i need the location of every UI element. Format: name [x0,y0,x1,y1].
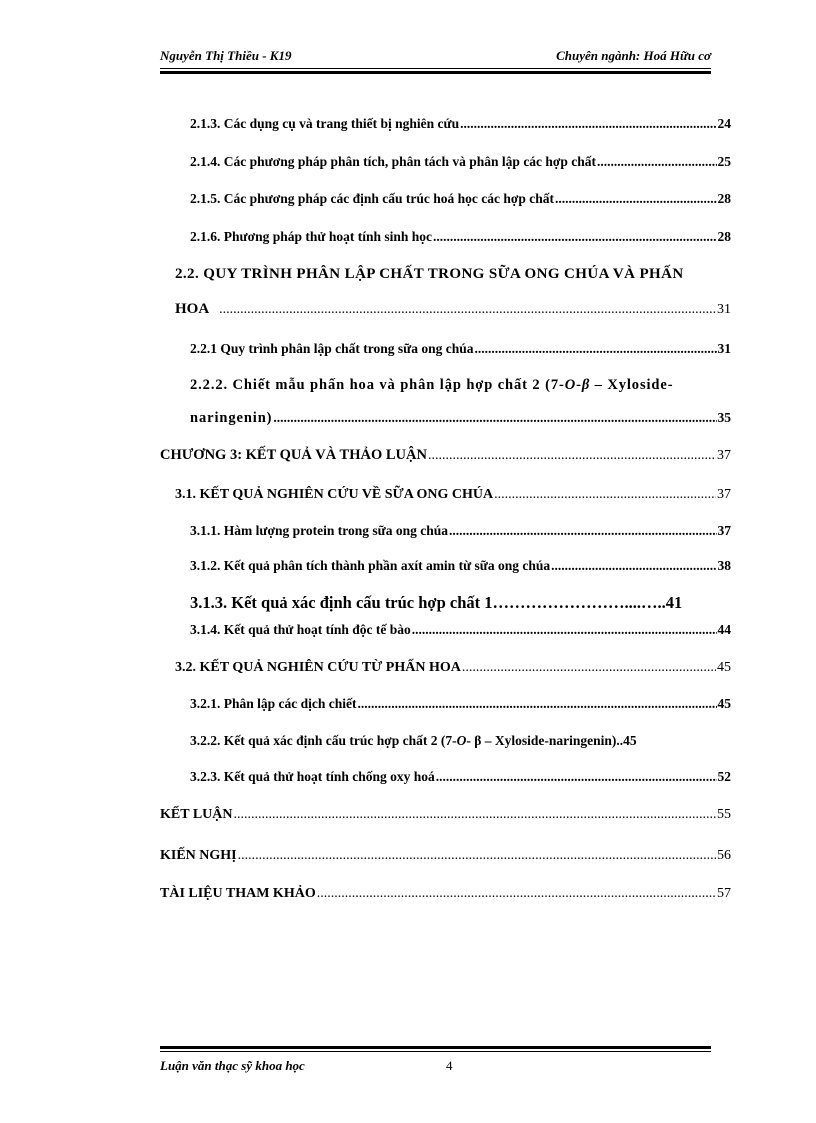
toc-entry-label: 3.1. KẾT QUẢ NGHIÊN CỨU VỀ SỮA ONG CHÚA [175,487,494,502]
toc-entry-label: KẾT LUẬN [160,807,233,822]
toc-text: - [576,377,582,393]
toc-entry[interactable] [190,116,731,132]
toc-entry[interactable] [175,660,731,676]
toc-page-number: 52 [717,769,731,784]
toc-entry[interactable] [190,523,731,539]
toc-leader [238,848,716,864]
toc-entry[interactable] [190,696,731,712]
toc-page-number: 31 [717,341,731,356]
toc-page-number: 37 [717,448,731,463]
toc-entry-label: CHƯƠNG 3: KẾT QUẢ VÀ THẢO LUẬN [160,447,427,463]
toc-entry[interactable]: 3.1.3. Kết quả xác định cấu trúc hợp chất 1……………………....…..41 [190,593,683,612]
toc-leader [597,154,716,170]
toc-page-number: 45 [717,660,731,675]
toc-text: – Xyloside- [590,377,674,393]
toc-entry-label: 2.2.1 Quy trình phân lập chất trong sữa ong chúa [190,341,474,356]
toc-entry-label: 3.1.4. Kết quả thử hoạt tính độc tế bào [190,622,411,637]
toc-entry[interactable] [190,154,731,170]
toc-entry-label: 3.2. KẾT QUẢ NGHIÊN CỨU TỪ PHẤN HOA [175,660,461,675]
toc-entry[interactable] [175,301,731,318]
toc-entry-label: 3.2.1. Phân lập các dịch chiết [190,696,357,711]
toc-leader [436,769,717,785]
toc-page-number: 28 [717,191,731,206]
toc-entry[interactable] [160,807,731,823]
toc-page-number: 31 [717,302,731,317]
toc-text: - β – Xyloside-naringenin) [466,733,617,748]
toc-entry-heading-line[interactable] [190,377,673,394]
toc-entry-label: TÀI LIỆU THAM KHẢO [160,886,316,901]
toc-page-number: 25 [717,154,731,169]
toc-entry-label: 2.1.4. Các phương pháp phân tích, phân tách và phân lập các hợp chất [190,154,597,169]
toc-italic-text: O [564,377,577,393]
toc-leader [449,523,717,539]
toc-entry[interactable] [190,191,731,207]
toc-entry-label: 3.1.2. Kết quả phân tích thành phần axít amin từ sữa ong chúa [190,558,551,573]
toc-entry[interactable] [190,229,731,245]
toc-entry[interactable] [190,410,731,427]
toc-entry[interactable] [190,733,731,749]
header-rule-thick [160,71,711,74]
toc-entry[interactable] [160,886,731,902]
toc-leader [219,302,716,318]
toc-page-number: 44 [717,622,731,637]
toc-leader [460,116,716,132]
toc-leader [462,660,716,676]
toc-page-number: 57 [717,886,731,901]
footer-thesis-type: Luận văn thạc sỹ khoa học [160,1058,305,1073]
toc-entry[interactable] [190,622,731,638]
toc-leader [412,622,717,638]
toc-italic-text: O [456,733,467,748]
toc-leader [317,886,716,902]
toc-entry-label: 2.1.3. Các dụng cụ và trang thiết bị nghiên cứu [190,116,460,131]
toc-entry[interactable] [160,447,731,464]
toc-leader [551,558,716,574]
toc-italic-text: β [581,377,591,393]
toc-entry-label: 2.1.5. Các phương pháp các định cấu trúc hoá học các hợp chất [190,191,554,206]
toc-page-number: 37 [717,523,731,538]
toc-leader [494,487,716,503]
toc-entry[interactable] [175,487,731,503]
toc-leader [555,191,717,207]
header-rule-thin [160,68,711,69]
page-number: 4 [446,1058,453,1073]
toc-page-number: 24 [717,116,731,131]
header-author: Nguyễn Thị Thiều - K19 [160,48,292,63]
toc-entry-label: 3.2.3. Kết quả thử hoạt tính chống oxy hoá [190,769,435,784]
toc-text: 3.2.2. Kết quả xác định cấu trúc hợp chất 2 (7- [190,733,457,748]
toc-page-number: 28 [717,229,731,244]
toc-page-number: 35 [717,410,731,425]
toc-entry-heading-line[interactable]: 2.2. QUY TRÌNH PHÂN LẬP CHẤT TRONG SỮA ONG CHÚA VÀ PHẤN [175,266,684,282]
toc-leader [433,229,716,245]
toc-entry-label: KIẾN NGHỊ [160,848,237,863]
toc-leader [475,341,717,357]
toc-page-number: 56 [717,848,731,863]
footer-rule-thin [160,1051,711,1052]
toc-leader [428,448,716,464]
footer-rule-thick [160,1046,711,1049]
toc-entry-label [190,733,616,749]
page-header [160,48,711,66]
toc-entry[interactable] [190,558,731,574]
toc-entry-label: HOA [175,301,210,317]
toc-entry[interactable] [160,848,731,864]
toc-entry[interactable] [190,769,731,785]
toc-leader [233,807,716,823]
toc-leader [273,410,716,426]
toc-entry-label: naringenin) [190,410,273,426]
toc-page-number: 45 [717,696,731,711]
toc-entry-label: 2.1.6. Phương pháp thử hoạt tính sinh học [190,229,433,244]
header-major: Chuyên ngành: Hoá Hữu cơ [556,48,711,63]
toc-entry[interactable] [190,341,731,357]
page-footer [160,1058,711,1076]
toc-page-number: 55 [717,807,731,822]
toc-leader [358,696,717,712]
toc-page-number: 38 [717,558,731,573]
toc-text: 2.2.2. Chiết mẫu phấn hoa và phân lập hợp chất 2 (7- [190,377,565,393]
toc-page-number: ..45 [616,733,637,748]
toc-entry-label: 3.1.1. Hàm lượng protein trong sữa ong chúa [190,523,448,538]
toc-page-number: 37 [717,487,731,502]
